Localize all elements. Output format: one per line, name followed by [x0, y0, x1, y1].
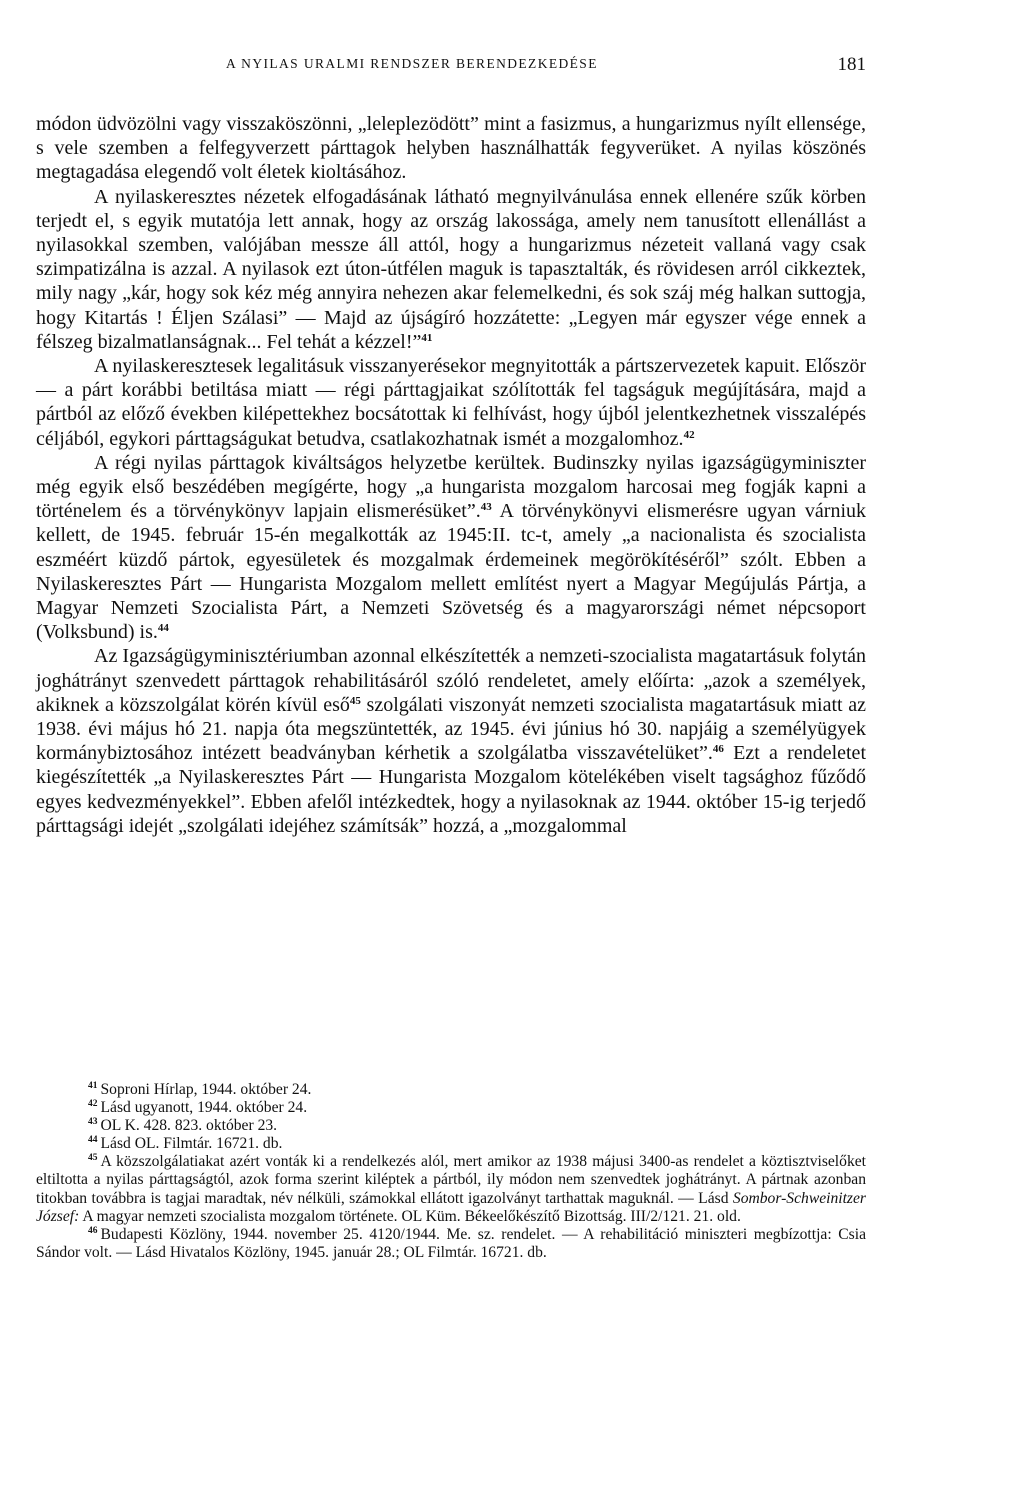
paragraph-4-text-b: A törvénykönyvi elismerésre ugyan várniuk kellett, de 1945. február 15-én megalkották az 1945:II. tc-t, amely „a nacionalista és szocialista eszméért küzdő pártok, egyesületek és mozgalmak érdemeinek megörökítéséről” szólt. Ebben a Nyilaskeresztes Párt — Hungarista Mozgalom mellett említést nyert a Magyar Megújulás Pártja, a Magyar Nemzeti Szocialista Párt, a Nemzeti Szövetség és a magyarországi német népcsoport (Volksbund) is. — [36, 500, 867, 644]
paragraph-1: módon üdvözölni vagy visszaköszönni, „leleplezödött” mint a fasizmus, a hungarizmus nyílt ellensége, s vele szemben a felfegyverzett párttagok helyben használhatták fegyverüket. A nyilas köszönés megtagadása elegendő volt életek kioltásához. — [36, 113, 866, 184]
footnote-text: Lásd OL. Filmtár. 16721. db. — [100, 1135, 283, 1153]
footnotes — [36, 1081, 866, 1262]
footnote-41 — [36, 1081, 866, 1099]
footnote-46 — [36, 1226, 866, 1262]
paragraph-3 — [36, 354, 866, 451]
paragraph-4 — [36, 451, 866, 645]
running-title: A NYILAS URALMI RENDSZER BERENDEZKEDÉSE — [226, 56, 598, 71]
footnote-text: Budapesti Közlöny, 1944. november 25. 4120/1944. Me. sz. rendelet. — A rehabilitáció miniszteri megbízottja: Csia Sándor volt. — Lásd Hivatalos Közlöny, 1945. január 28.; OL Filmtár. 16721. db. — [36, 1225, 866, 1261]
footnote-text: Lásd ugyanott, 1944. október 24. — [100, 1099, 308, 1117]
footnote-number: 46 — [88, 1225, 98, 1236]
footnote-text-b: A magyar nemzeti szocialista mozgalom története. OL Küm. Békeelőkészítő Bizottság. III/2/121. 21. old. — [79, 1207, 741, 1225]
paragraph-5-text-b: szolgálati viszonyát nemzeti szocialista magatartásuk miatt az 1938. évi május hó 21. napja óta megszüntették, az 1945. évi június hó 30. napjáig a személyügyek kormánybiztosához intézett beadványban kérhetik a szolgálatba visszavételüket”. — [36, 693, 866, 765]
footnote-44 — [36, 1135, 866, 1153]
paragraph-2 — [36, 185, 866, 354]
footnote-number: 45 — [88, 1153, 98, 1164]
footnote-ref-41: 41 — [421, 331, 433, 344]
footnote-ref-45: 45 — [349, 694, 361, 707]
footnote-ref-46: 46 — [712, 743, 724, 756]
footnote-number: 43 — [88, 1117, 98, 1128]
footnote-ref-42: 42 — [683, 428, 695, 441]
page-number: 181 — [837, 54, 866, 75]
paragraph-5 — [36, 644, 866, 838]
book-page — [36, 54, 867, 1261]
paragraph-3-text: A nyilaskeresztesek legalitásuk visszanyerésekor megnyitották a pártszervezetek kapuit. Először — a párt korábbi betiltása miatt — régi párttagjaikat szólították fel tagságuk megújítására, majd a pártból az előző években kilépettekhez bocsátottak ki felhívást, hogy újból jelentkezhetnek visszalépés céljából, egykori párttagságukat betudva, csatlakozhatnak ismét a mozgalomhoz. — [36, 355, 866, 450]
footnote-number: 44 — [88, 1135, 98, 1146]
body-text — [36, 112, 866, 838]
footnote-text: OL K. 428. 823. október 23. — [100, 1117, 278, 1135]
footnote-text: Soproni Hírlap, 1944. október 24. — [100, 1081, 312, 1098]
paragraph-5-text-c: Ezt a rendeletet kiegészítették „a Nyilaskeresztes Párt — Hungarista Mozgalom kötelékében viselt tagsághoz fűződő egyes kedvezményekkel”. Ebben afelől intézkedtek, hogy a nyilasoknak az 1944. október 15-ig terjedő párttagsági idejét „szolgálati idejéhez számítsák” hozzá, a „mozgalommal — [36, 742, 866, 837]
paragraph-5-text-a: Az Igazságügyminisztériumban azonnal elkészítették a nemzeti-szocialista magatartásuk folytán joghátrányt szenvedett párttagok rehabilitásáról szóló rendeletet, amely előírta: „azok a személyek, akiknek a közszolgálat körén kívül eső — [36, 645, 866, 716]
footnote-42 — [36, 1099, 866, 1117]
paragraph-2-text: A nyilaskeresztes nézetek elfogadásának látható megnyilvánulása ennek ellenére szűk körben terjedt el, s egyik mutatója lett annak, hogy az ország lakossága, amely nem tanusított ellenállást a nyilasokkal szemben, valójában messze áll attól, hogy a hungarizmus nézeteit vallaná vagy csak szimpatizálna is azzal. A nyilasok ezt úton-útfélen maguk is tapasztalták, és rövidesen arról cikkeztek, mily nagy „kár, hogy sok kéz még annyira nehezen akar felemelkedni, és sok száj még halkan suttogja, hogy Kitartás ! Éljen Szálasi” — Majd az újságíró hozzátette: „Legyen már egyszer vége ennek a félszeg bizalmatlanságnak... Fel tehát a kézzel!” — [36, 185, 866, 353]
footnote-number: 41 — [88, 1081, 98, 1091]
footnote-text-a: A közszolgálatiakat azért vonták ki a rendelkezés alól, mert amikor az 1938 májusi 3400-as rendelet a köztisztviselőket eltiltotta a nyilas párttagságtól, azok forma szerint kiléptek a pártból, ily módon nem szenvedtek joghátrányt. A pártnak azonban titokban továbbra is tagjai maradtak, név nélküli, számokkal ellátott igazolványt tarthattak maguknál. — Lásd — [36, 1153, 866, 1207]
paragraph-4-text-a: A régi nyilas párttagok kiváltságos helyzetbe kerültek. Budinszky nyilas igazságügyminiszter még egyik első beszédében megígérte, hogy „a hungarista mozgalom harcosai meg fogják kapni a történelem és a törvénykönyv lapjain elismerésüket”. — [36, 451, 866, 523]
footnote-43 — [36, 1117, 866, 1135]
footnote-ref-44: 44 — [157, 622, 169, 635]
running-head — [36, 56, 866, 86]
footnote-number: 42 — [88, 1099, 98, 1110]
footnote-ref-43: 43 — [480, 501, 492, 514]
footnote-45 — [36, 1153, 866, 1225]
footnote-author: Sombor-Schweinitzer József: — [36, 1189, 866, 1225]
